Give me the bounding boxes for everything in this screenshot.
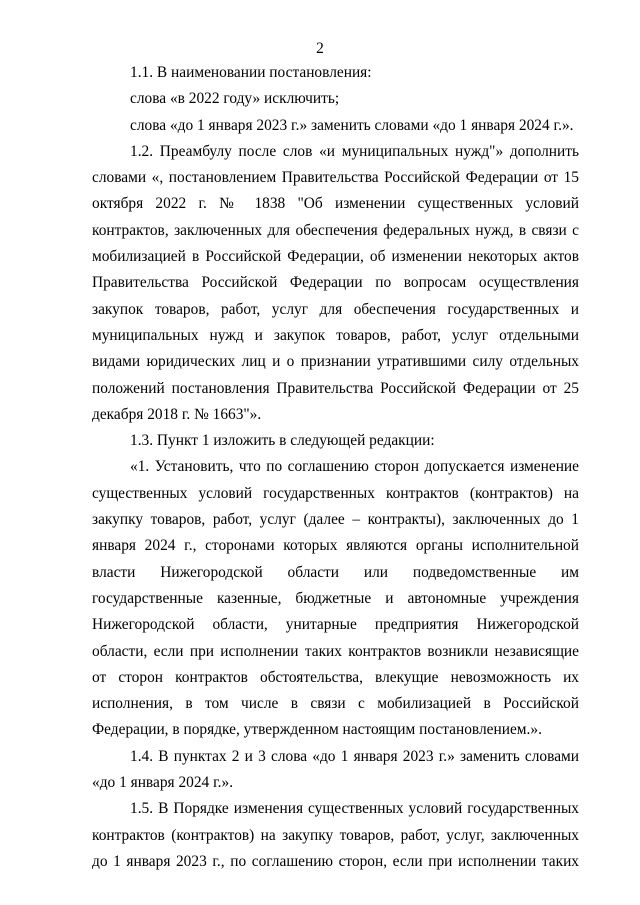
paragraph-1-1-replace: слова «до 1 января 2023 г.» заменить словами «до 1 января 2024 г.». (130, 116, 574, 134)
paragraph-1-1-intro: 1.1. В наименовании постановления: (130, 64, 372, 81)
paragraph-point-1-text: «1. Установить, что по соглашению сторон допускается изменение существенных условий государственных контрактов (контрактов) на закупку товаров, работ, услуг (далее – контракты), заключенных до 1 января 2024 г., сторонами которых являются органы исполнительной власти Нижегородской области или подведомственные им государственные казенные, бюджетные и автономные учреждения Нижегородской области, унитарные предприятия Нижегородской области, если при исполнении таких контрактов возникли независящие от сторон контрактов обстоятельства, влекущие невозможность их исполнения, в том числе в связи с мобилизацией в Российской Федерации, в порядке, утвержденном настоящим постановлением.». (92, 458, 579, 739)
paragraph-1-2: 1.2. Преамбулу после слов «и муниципальных нужд"» дополнить словами «, постановлением Правительства Российской Федерации от 15 октября 2022 г. № 1838 "Об изменении существенных условий контрактов, заключенных для обеспечения федеральных нужд, в связи с мобилизацией в Российской Федерации, об изменении некоторых актов Правительства Российской Федерации по вопросам осуществления закупок товаров, работ, услуг для обеспечения государственных и муниципальных нужд и закупок товаров, работ, услуг отдельными видами юридических лиц и о признании утратившими силу отдельных положений постановления Правительства Российской Федерации от 25 декабря 2018 г. № 1663"». (92, 142, 579, 423)
paragraph-1-5: 1.5. В Порядке изменения существенных условий государственных контрактов (контрактов) на закупку товаров, работ, услуг, заключенных до 1 января 2023 г., по соглашению сторон, если при исполнении таких (92, 800, 579, 870)
paragraph-1-4: 1.4. В пунктах 2 и 3 слова «до 1 января 2023 г.» заменить словами «до 1 января 2024 г.». (92, 747, 579, 792)
paragraph-1-1-delete: слова «в 2022 году» исключить; (130, 90, 340, 108)
document-body (92, 60, 579, 875)
page-number: 2 (316, 40, 324, 57)
paragraph-1-3: 1.3. Пункт 1 изложить в следующей редакции: (130, 432, 435, 450)
